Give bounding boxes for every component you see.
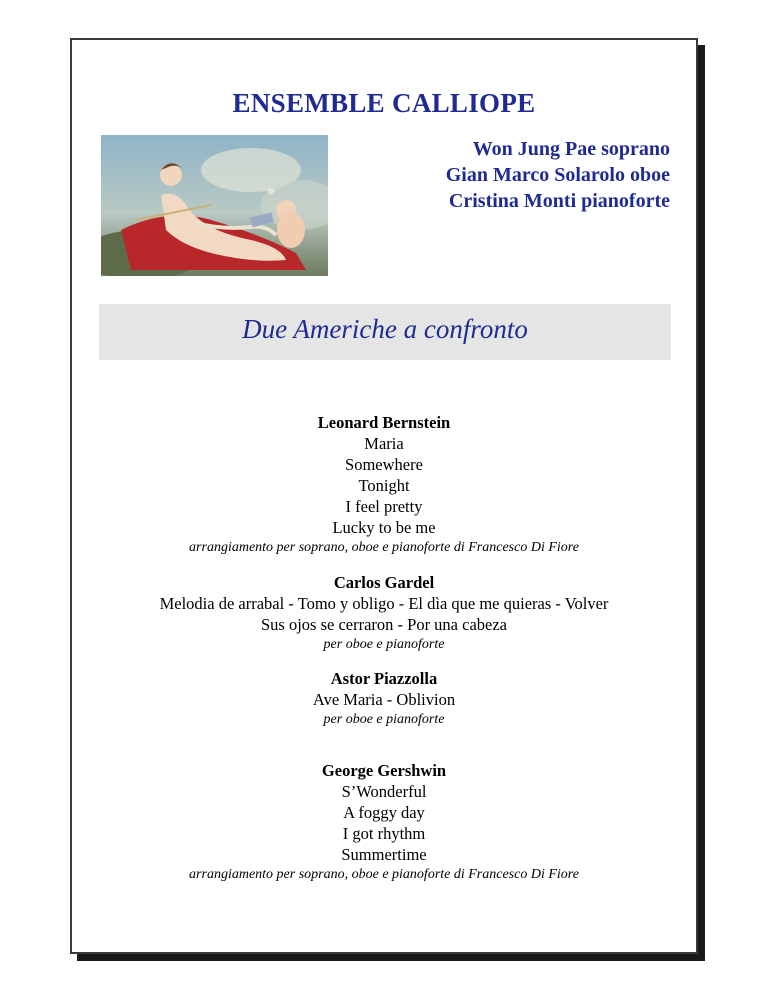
work-title: S’Wonderful [341,782,427,801]
program-title: Due Americhe a confronto [242,314,528,344]
section-gardel [72,572,696,654]
work-title: Ave Maria - Oblivion [312,690,456,709]
section-bernstein [72,412,696,557]
work-title: I got rhythm [342,824,426,843]
work-title: Tonight [358,476,410,495]
arrangement-note: per oboe e pianoforte [323,712,445,727]
composer-name: Astor Piazzolla [330,669,438,688]
arrangement-note: arrangiamento per soprano, oboe e pianoforte di Francesco Di Fiore [189,867,579,882]
work-title: A foggy day [343,803,425,822]
program-title-banner [99,304,671,360]
work-title: I feel pretty [345,497,423,516]
work-title: Summertime [341,845,427,864]
work-title: Melodia de arrabal - Tomo y obligo - El dìa que me quieras - Volver [159,594,609,613]
performer-soprano: Won Jung Pae soprano [472,138,670,160]
performer-pianoforte: Cristina Monti pianoforte [448,190,670,212]
composer-name: Carlos Gardel [333,573,435,592]
work-title: Somewhere [345,455,423,474]
arrangement-note: per oboe e pianoforte [323,637,445,652]
rococo-painting-image [101,135,328,276]
performer-oboe: Gian Marco Solarolo oboe [445,164,670,186]
performers-list [446,136,670,214]
composer-name: Leonard Bernstein [317,413,451,432]
composer-name: George Gershwin [321,761,447,780]
concert-flyer [70,38,698,954]
section-gershwin [72,760,696,884]
section-piazzolla [72,668,696,729]
ensemble-title: ENSEMBLE CALLIOPE [232,88,536,118]
work-title: Maria [364,434,404,453]
work-title: Lucky to be me [332,518,436,537]
work-title: Sus ojos se cerraron - Por una cabeza [260,615,508,634]
arrangement-note: arrangiamento per soprano, oboe e pianoforte di Francesco Di Fiore [189,540,579,555]
